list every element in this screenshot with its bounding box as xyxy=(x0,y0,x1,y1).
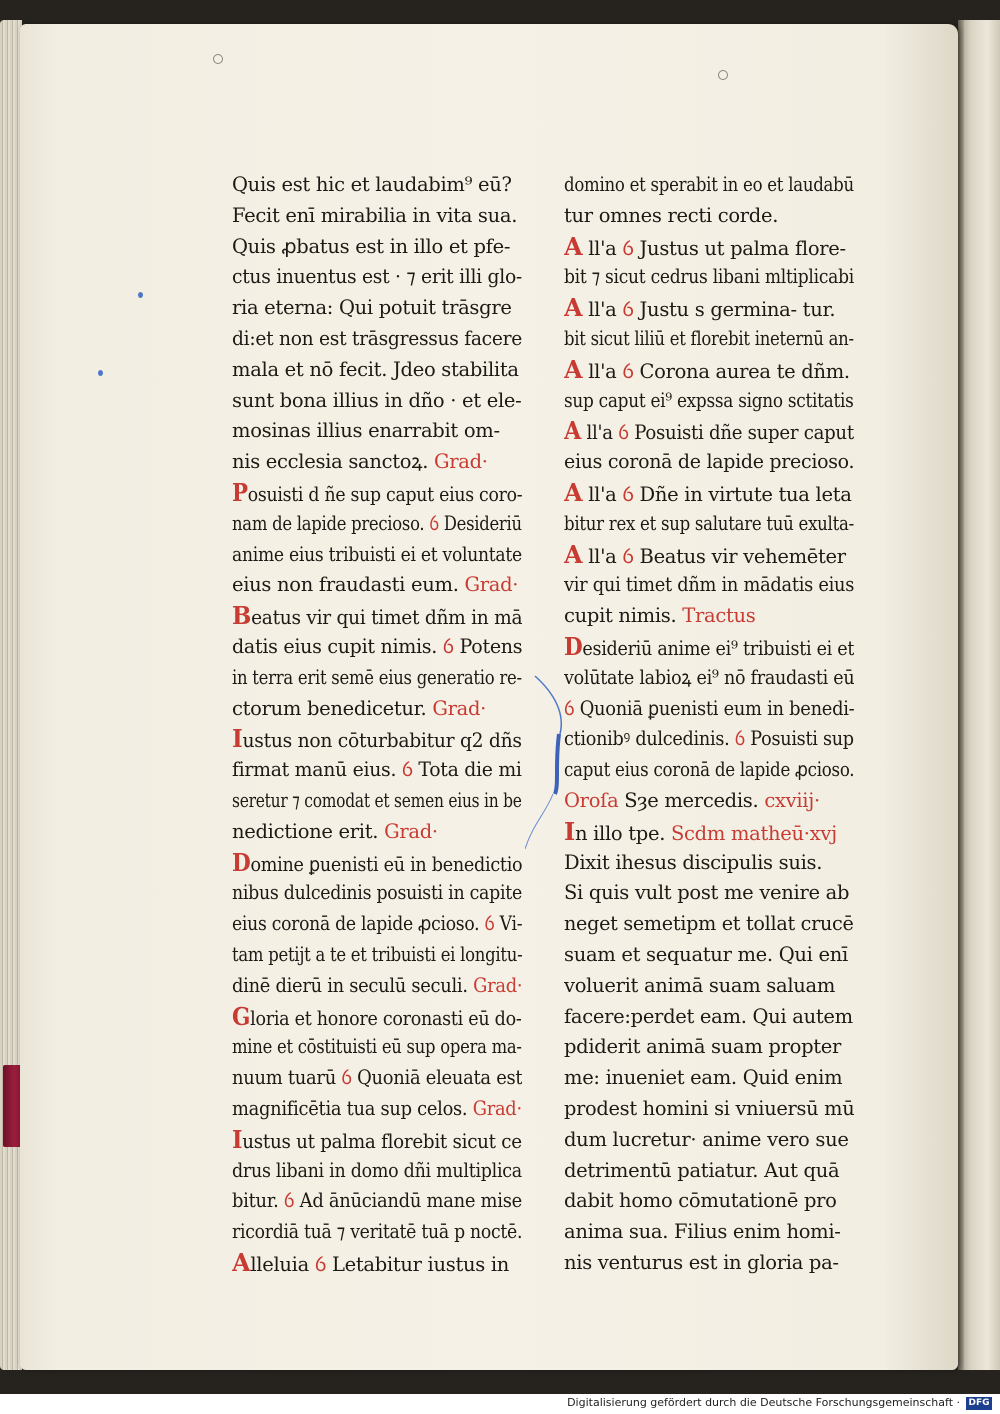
text-line xyxy=(232,570,522,601)
rubric-text: ỽ xyxy=(314,1252,327,1276)
text-line xyxy=(232,324,522,355)
footer-credit: Digitalisierung gefördert durch die Deutsche Forschungsgemeinschaft · xyxy=(567,1396,960,1409)
line-text: anima sua. Filius enim homi- xyxy=(564,1220,841,1244)
text-line xyxy=(564,971,854,1002)
rubric-text: ỽ xyxy=(429,511,439,535)
rubric-initial: A xyxy=(564,293,583,323)
line-text: bit ⁊ sicut cedrus libani mltiplicabi xyxy=(564,265,854,289)
line-text: Ad ānūciandū mane mise xyxy=(294,1189,522,1213)
line-text: di:et non est trāsgressus facere xyxy=(232,326,522,350)
facing-page-edge xyxy=(958,20,1000,1370)
line-text: Beatus vir vehemēter xyxy=(633,544,846,568)
line-text: ll'a xyxy=(581,421,619,445)
text-line xyxy=(232,201,522,232)
text-line xyxy=(232,601,522,632)
line-text: ctorum benedicetur. xyxy=(232,696,433,720)
line-text: eius coronā de lapide ꝓcioso. xyxy=(232,912,485,936)
text-line xyxy=(232,817,522,848)
rubric-text: ỽ xyxy=(484,912,495,936)
line-text: Tota die mi xyxy=(412,758,522,782)
rubric-initial: I xyxy=(564,816,575,846)
text-line xyxy=(564,478,854,509)
text-line xyxy=(232,1002,522,1033)
text-line xyxy=(564,1063,854,1094)
line-text: Dixit ihesus discipulis suis. xyxy=(564,850,823,874)
rubric-initial: D xyxy=(232,847,251,877)
text-line xyxy=(232,1063,522,1094)
line-text: nam de lapide precioso. xyxy=(232,511,430,535)
text-line xyxy=(564,1094,854,1125)
line-text: tur omnes recti corde. xyxy=(564,203,779,227)
text-line xyxy=(232,940,522,971)
text-line xyxy=(232,724,522,755)
rubric-initial: G xyxy=(232,1001,251,1031)
text-line xyxy=(564,570,854,601)
line-text: in terra erit semē eius generatio re- xyxy=(232,665,522,689)
line-text: n illo tpe. xyxy=(574,821,671,845)
rubric-text: ỽ xyxy=(401,758,413,782)
line-text: bitur rex et sup salutare tuū exulta- xyxy=(564,511,854,535)
pinhole-mark xyxy=(718,70,728,80)
text-line xyxy=(564,1217,854,1248)
text-line xyxy=(564,632,854,663)
text-line xyxy=(232,755,522,786)
left-page-edges xyxy=(0,20,22,1370)
line-text: Sȝe mercedis. xyxy=(618,788,765,812)
text-line xyxy=(232,355,522,386)
rubric-initial: I xyxy=(232,724,243,754)
text-line xyxy=(232,1125,522,1156)
rubric-initial: A xyxy=(564,416,582,446)
line-text: prodest homini si vniuersū mū xyxy=(564,1096,854,1120)
text-line xyxy=(564,201,854,232)
rubric-initial: A xyxy=(564,477,583,507)
text-line xyxy=(564,1186,854,1217)
text-line xyxy=(232,447,522,478)
text-line xyxy=(232,1032,522,1063)
text-line xyxy=(564,909,854,940)
text-line xyxy=(564,355,854,386)
rubric-text: Grad· xyxy=(473,973,522,997)
text-line xyxy=(564,940,854,971)
line-text: Vi- xyxy=(494,912,522,936)
dfg-logo-icon: DFG xyxy=(966,1397,992,1410)
rubric-initial: A xyxy=(564,231,583,261)
line-text: firmat manū eius. xyxy=(232,758,402,782)
text-line xyxy=(564,1032,854,1063)
text-line xyxy=(564,1156,854,1187)
text-line xyxy=(232,386,522,417)
line-text: cupit nimis. xyxy=(564,604,683,628)
line-text: Letabitur iustus in xyxy=(326,1252,510,1276)
line-text: ustus ut palma florebit sicut ce xyxy=(242,1129,522,1153)
footer-bar xyxy=(0,1394,1000,1414)
line-text: Posuisti dñe super caput xyxy=(628,421,854,445)
rubric-initial: I xyxy=(232,1124,243,1154)
line-text: dabit homo cōmutationē pro xyxy=(564,1189,837,1213)
line-text: eius coronā de lapide precioso. xyxy=(564,450,854,474)
rubric-text: ỽ xyxy=(622,359,634,383)
line-text: loria et honore coronasti eū do- xyxy=(250,1006,522,1030)
line-text: ll'a xyxy=(582,482,623,506)
rubric-text: ỽ xyxy=(442,634,454,658)
line-text: sunt bona illius in dño · et ele- xyxy=(232,388,522,412)
rubric-text: cxviij· xyxy=(764,788,820,812)
line-text: Fecit enī mirabilia in vita sua. xyxy=(232,203,518,227)
text-line xyxy=(232,971,522,1002)
rubric-initial: A xyxy=(564,539,583,569)
rubric-text: Grad· xyxy=(472,1096,522,1120)
line-text: caput eius coronā de lapide ꝓcioso. xyxy=(564,758,854,782)
line-text: Posuisti sup xyxy=(744,727,854,751)
text-line xyxy=(564,724,854,755)
rubric-text: ỽ xyxy=(283,1189,295,1213)
text-line xyxy=(564,601,854,632)
line-text: Desideriū xyxy=(438,511,522,535)
text-line xyxy=(232,478,522,509)
text-line xyxy=(232,232,522,263)
rubric-text: Tractus xyxy=(682,604,756,628)
line-text: Quoniā ꝑuenisti eum in benedi- xyxy=(574,696,854,720)
line-text: anime eius tribuisti ei et voluntate xyxy=(232,542,522,566)
text-line xyxy=(232,509,522,540)
text-line xyxy=(564,694,854,725)
text-line xyxy=(564,755,854,786)
text-line xyxy=(232,170,522,201)
text-line xyxy=(232,262,522,293)
line-text: ll'a xyxy=(582,359,623,383)
line-text: me: inueniet eam. Quid enim xyxy=(564,1066,843,1090)
line-text: tam petijt a te et tribuisti ei longitu- xyxy=(232,942,522,966)
rubric-text: Grad· xyxy=(384,819,438,843)
line-text: ll'a xyxy=(582,544,623,568)
line-text: nedictione erit. xyxy=(232,819,385,843)
rubric-text: Oroſa xyxy=(564,788,619,812)
rubric-text: Grad· xyxy=(432,696,487,720)
line-text: Corona aurea te dñm. xyxy=(633,359,850,383)
rubric-text: ỽ xyxy=(622,236,634,260)
text-column-right xyxy=(564,170,854,1279)
line-text: volūtate labioꝝ ei⁹ nō fraudasti eū xyxy=(564,665,854,689)
ink-speck xyxy=(138,292,143,298)
rubric-text: ỽ xyxy=(734,727,745,751)
text-line xyxy=(564,447,854,478)
line-text: seretur ⁊ comodat et semen eius in be xyxy=(232,788,522,812)
rubric-initial: P xyxy=(232,477,248,507)
line-text: facere:perdet eam. Qui autem xyxy=(564,1004,853,1028)
line-text: eatus vir qui timet dñm in mā xyxy=(251,606,522,630)
text-line xyxy=(564,1248,854,1279)
text-line xyxy=(232,1186,522,1217)
line-text: domino et sperabit in eo et laudabū xyxy=(564,173,854,196)
text-line xyxy=(232,848,522,879)
line-text: voluerit animā suam saluam xyxy=(564,973,836,997)
line-text: ustus non cōturbabitur q2 dñs xyxy=(242,729,522,753)
text-line xyxy=(232,909,522,940)
line-text: nibus dulcedinis posuisti in capite xyxy=(232,881,522,905)
text-line xyxy=(564,170,854,201)
line-text: osuisti d ñe sup caput eius coro- xyxy=(247,482,522,506)
line-text: lleluia xyxy=(250,1252,315,1276)
line-text: drus libani in domo dñi multiplica xyxy=(232,1158,522,1182)
line-text: ria eterna: Qui potuit trāsgre xyxy=(232,296,512,320)
line-text: Dñe in virtute tua leta xyxy=(633,482,852,506)
line-text: Justu s germina- tur. xyxy=(633,298,836,322)
line-text: ll'a xyxy=(582,236,623,260)
line-text: ricordiā tuā ⁊ veritatē tuā p noctē. xyxy=(232,1220,522,1244)
rubric-text: ỽ xyxy=(622,482,634,506)
text-line xyxy=(564,232,854,263)
rubric-text: ỽ xyxy=(622,298,634,322)
rubric-initial: A xyxy=(564,354,583,384)
line-text: nuum tuarū xyxy=(232,1066,342,1090)
text-line xyxy=(564,663,854,694)
line-text: dinē dierū in seculū seculi. xyxy=(232,973,474,997)
text-line xyxy=(564,262,854,293)
text-line xyxy=(564,509,854,540)
line-text: mala et nō fecit. Jdeo stabilita xyxy=(232,357,519,381)
line-text: omine ꝑuenisti eū in benedictio xyxy=(250,852,522,876)
line-text: eius non fraudasti eum. xyxy=(232,573,465,597)
rubric-initial: A xyxy=(232,1247,251,1277)
line-text: mine et cōstituisti eū sup opera ma- xyxy=(232,1035,522,1059)
line-text: suam et sequatur me. Qui enī xyxy=(564,942,848,966)
text-line xyxy=(232,786,522,817)
text-line xyxy=(564,416,854,447)
line-text: pdiderit animā suam propter xyxy=(564,1035,842,1059)
line-text: Justus ut palma flore- xyxy=(633,236,846,260)
text-line xyxy=(232,1094,522,1125)
text-line xyxy=(232,878,522,909)
line-text: magnificētia tua sup celos. xyxy=(232,1096,473,1120)
line-text: esideriū anime ei⁹ tribuisti ei et xyxy=(582,636,854,660)
text-column-left xyxy=(232,170,522,1279)
line-text: sup caput ei⁹ expssa signo sctitatis xyxy=(564,388,854,412)
rubric-text: Grad· xyxy=(464,573,519,597)
text-line xyxy=(232,1217,522,1248)
line-text: Quis ꝓbatus est in illo et pfe- xyxy=(232,234,511,258)
text-line xyxy=(564,324,854,355)
line-text: mosinas illius enarrabit om- xyxy=(232,419,500,443)
text-line xyxy=(232,1248,522,1279)
line-text: Quoniā eleuata est xyxy=(351,1066,522,1090)
line-text: neget semetipm et tollat crucē xyxy=(564,912,854,936)
text-line xyxy=(564,817,854,848)
pinhole-mark xyxy=(213,54,223,64)
line-text: dum lucretur· anime vero sue xyxy=(564,1127,849,1151)
line-text: datis eius cupit nimis. xyxy=(232,634,443,658)
line-text: ctus inuentus est · ⁊ erit illi glo- xyxy=(232,265,522,289)
text-line xyxy=(232,694,522,725)
text-line xyxy=(232,632,522,663)
line-text: nis venturus est in gloria pa- xyxy=(564,1250,839,1274)
text-line xyxy=(564,878,854,909)
text-line xyxy=(564,1002,854,1033)
text-line xyxy=(564,848,854,879)
line-text: Si quis vult post me venire ab xyxy=(564,881,850,905)
line-text: ctionibꝰ dulcedinis. xyxy=(564,727,735,751)
text-line xyxy=(564,1125,854,1156)
text-line xyxy=(232,416,522,447)
rubric-text: ỽ xyxy=(622,544,634,568)
rubric-text: ỽ xyxy=(618,421,629,445)
rubric-initial: D xyxy=(564,631,583,661)
text-line xyxy=(232,663,522,694)
rubric-text: Scdm matheū·xvj xyxy=(671,821,837,845)
text-line xyxy=(564,386,854,417)
line-text: Potens xyxy=(453,634,522,658)
rubric-initial: B xyxy=(232,601,252,631)
text-line xyxy=(232,1156,522,1187)
text-line xyxy=(232,293,522,324)
line-text: vir qui timet dñm in mādatis eius xyxy=(564,573,854,597)
line-text: bit sicut liliū et florebit ineternū an- xyxy=(564,326,854,350)
text-line xyxy=(564,540,854,571)
line-text: Quis est hic et laudabim⁹ eū? xyxy=(232,173,512,196)
rubric-text: Grad· xyxy=(434,450,488,474)
text-line xyxy=(232,540,522,571)
rubric-text: ỽ xyxy=(341,1066,352,1090)
ink-speck xyxy=(98,370,103,376)
line-text: detrimentū patiatur. Aut quā xyxy=(564,1158,840,1182)
line-text: nis ecclesia sanctoꝝ. xyxy=(232,450,434,474)
line-text: ll'a xyxy=(582,298,623,322)
text-line xyxy=(564,293,854,324)
text-line xyxy=(564,786,854,817)
rubric-text: ỽ xyxy=(564,696,575,720)
line-text: bitur. xyxy=(232,1189,284,1213)
